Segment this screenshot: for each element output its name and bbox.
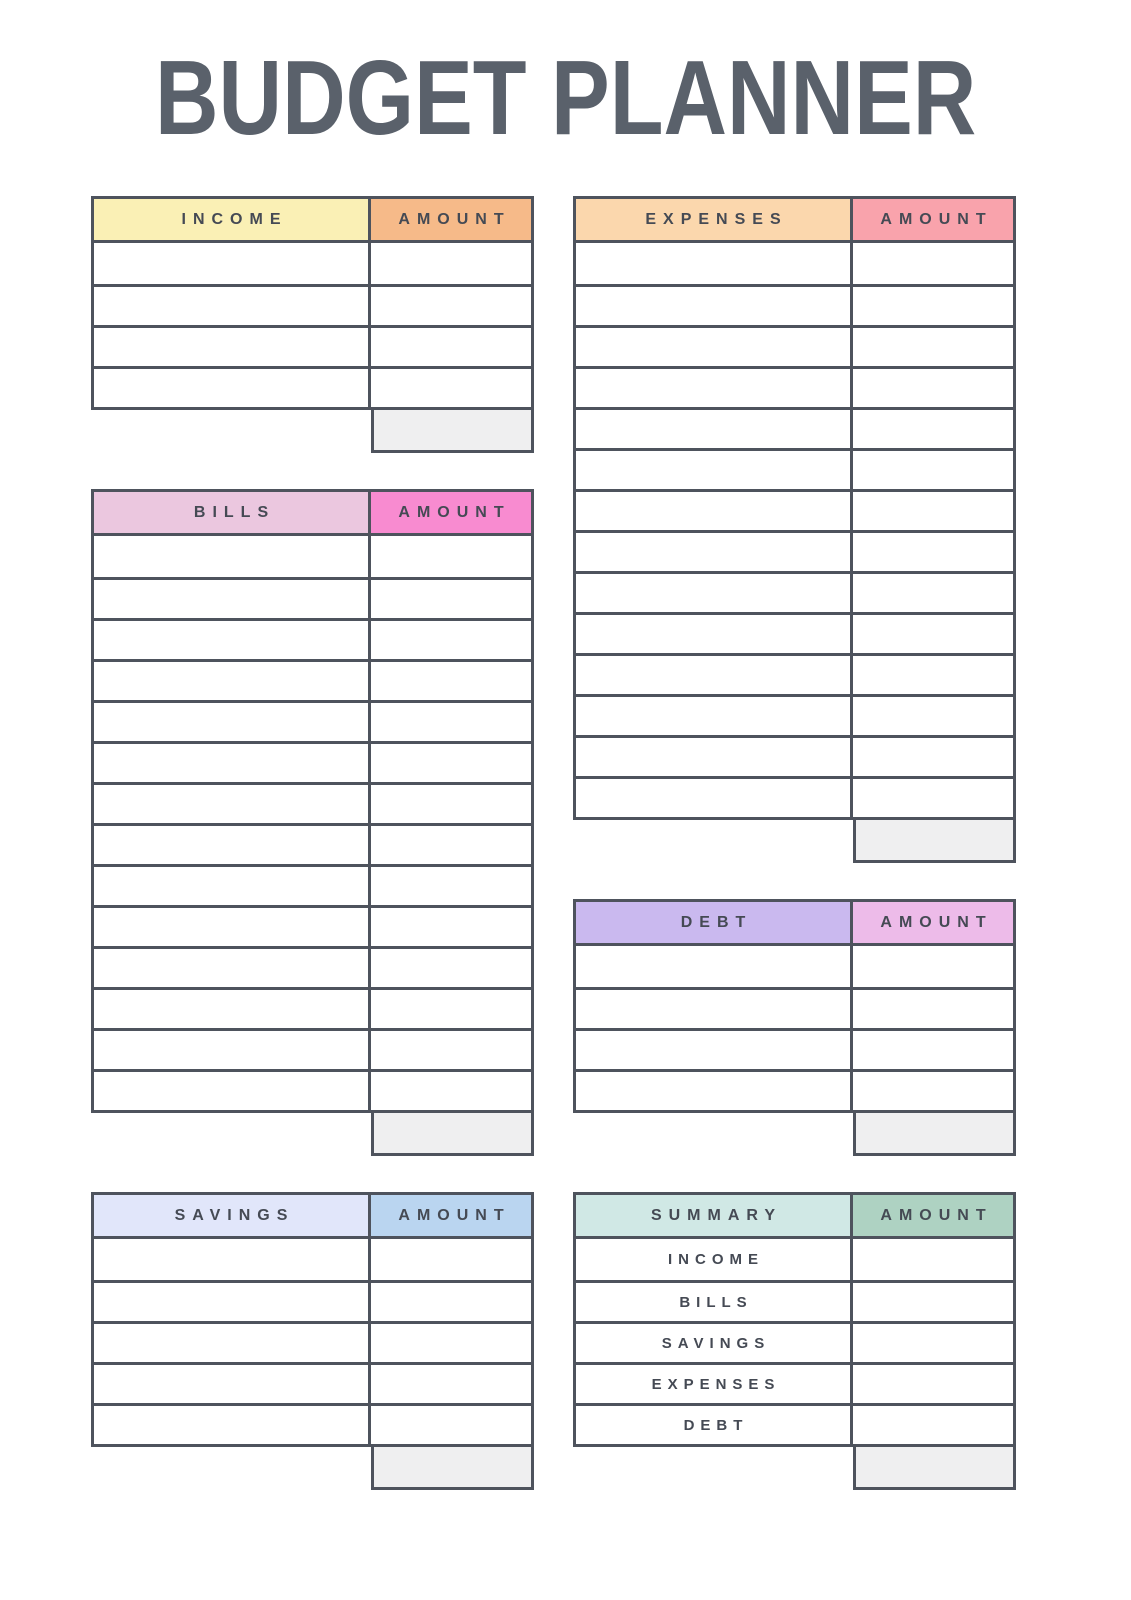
bills-table-header [94, 492, 531, 536]
income-entry-cell [94, 243, 371, 284]
income-row [94, 284, 531, 325]
expenses-row [576, 243, 1013, 284]
expenses-entry-cell [576, 451, 853, 489]
summary-amount-header-cell: AMOUNT [853, 1195, 1013, 1236]
summary-entry-cell: BILLS [576, 1283, 853, 1321]
savings-row [94, 1239, 531, 1280]
expenses-entry-cell [576, 369, 853, 407]
expenses-amount-cell [853, 656, 1013, 694]
bills-header-cell: BILLS [94, 492, 371, 533]
bills-row [94, 577, 531, 618]
expenses-table [573, 196, 1016, 863]
expenses-amount-cell [853, 615, 1013, 653]
debt-entry-cell [576, 1072, 853, 1110]
bills-entry-cell [94, 536, 371, 577]
debt-row [576, 1069, 1013, 1110]
debt-amount-cell [853, 1031, 1013, 1069]
left-column [91, 196, 534, 1490]
bills-amount-cell [371, 908, 531, 946]
bills-table [91, 489, 534, 1156]
income-row [94, 325, 531, 366]
debt-entry-cell [576, 946, 853, 987]
expenses-amount-cell [853, 410, 1013, 448]
savings-amount-cell [371, 1283, 531, 1321]
summary-row [576, 1321, 1013, 1362]
savings-amount-cell [371, 1365, 531, 1403]
bills-amount-cell [371, 703, 531, 741]
bills-entry-cell [94, 744, 371, 782]
debt-entry-cell [576, 1031, 853, 1069]
bills-amount-cell [371, 662, 531, 700]
bills-entry-cell [94, 1072, 371, 1110]
savings-amount-cell [371, 1239, 531, 1280]
income-table [91, 196, 534, 453]
summary-total-row [573, 1444, 1016, 1490]
income-table-header [94, 199, 531, 243]
income-row [94, 366, 531, 407]
bills-row [94, 864, 531, 905]
bills-amount-cell [371, 536, 531, 577]
bills-row [94, 618, 531, 659]
expenses-entry-cell [576, 328, 853, 366]
summary-amount-cell [853, 1365, 1013, 1403]
expenses-entry-cell [576, 738, 853, 776]
expenses-row [576, 284, 1013, 325]
savings-amount-cell [371, 1406, 531, 1444]
bills-amount-cell [371, 990, 531, 1028]
summary-amount-cell [853, 1239, 1013, 1280]
bills-row [94, 536, 531, 577]
debt-table [573, 899, 1016, 1156]
bills-row [94, 1028, 531, 1069]
bills-amount-cell [371, 826, 531, 864]
savings-table [91, 1192, 534, 1490]
savings-row [94, 1321, 531, 1362]
bills-row [94, 905, 531, 946]
income-entry-cell [94, 328, 371, 366]
income-entry-cell [94, 369, 371, 407]
expenses-row [576, 571, 1013, 612]
summary-row [576, 1280, 1013, 1321]
savings-table-header [94, 1195, 531, 1239]
bills-entry-cell [94, 949, 371, 987]
expenses-amount-header-cell: AMOUNT [853, 199, 1013, 240]
bills-entry-cell [94, 1031, 371, 1069]
bills-amount-cell [371, 621, 531, 659]
bills-amount-cell [371, 867, 531, 905]
expenses-table-header [576, 199, 1013, 243]
expenses-amount-cell [853, 287, 1013, 325]
savings-amount-cell [371, 1324, 531, 1362]
summary-total-cell [853, 1444, 1016, 1490]
savings-entry-cell [94, 1239, 371, 1280]
expenses-entry-cell [576, 656, 853, 694]
income-total-cell [371, 407, 534, 453]
savings-total-cell [371, 1444, 534, 1490]
bills-amount-cell [371, 580, 531, 618]
bills-entry-cell [94, 990, 371, 1028]
bills-entry-cell [94, 662, 371, 700]
bills-row [94, 659, 531, 700]
savings-amount-header-cell: AMOUNT [371, 1195, 531, 1236]
summary-entry-cell: INCOME [576, 1239, 853, 1280]
income-amount-cell [371, 369, 531, 407]
summary-entry-cell: SAVINGS [576, 1324, 853, 1362]
savings-entry-cell [94, 1324, 371, 1362]
summary-entry-cell: EXPENSES [576, 1365, 853, 1403]
expenses-entry-cell [576, 697, 853, 735]
expenses-row [576, 407, 1013, 448]
summary-row [576, 1239, 1013, 1280]
expenses-row [576, 612, 1013, 653]
bills-entry-cell [94, 703, 371, 741]
bills-row [94, 1069, 531, 1110]
expenses-total-row [573, 817, 1016, 863]
income-amount-header-cell: AMOUNT [371, 199, 531, 240]
summary-entry-cell: DEBT [576, 1406, 853, 1444]
income-total-row [91, 407, 534, 453]
bills-total-row [91, 1110, 534, 1156]
expenses-entry-cell [576, 287, 853, 325]
bills-total-cell [371, 1110, 534, 1156]
expenses-entry-cell [576, 533, 853, 571]
savings-entry-cell [94, 1365, 371, 1403]
debt-table-header [576, 902, 1013, 946]
savings-row [94, 1280, 531, 1321]
debt-amount-cell [853, 990, 1013, 1028]
income-row [94, 243, 531, 284]
bills-entry-cell [94, 867, 371, 905]
bills-entry-cell [94, 621, 371, 659]
bills-entry-cell [94, 785, 371, 823]
expenses-row [576, 325, 1013, 366]
debt-amount-header-cell: AMOUNT [853, 902, 1013, 943]
expenses-row [576, 735, 1013, 776]
bills-entry-cell [94, 908, 371, 946]
savings-row [94, 1403, 531, 1444]
bills-row [94, 987, 531, 1028]
bills-row [94, 823, 531, 864]
debt-total-cell [853, 1110, 1016, 1156]
expenses-amount-cell [853, 533, 1013, 571]
bills-amount-header-cell: AMOUNT [371, 492, 531, 533]
expenses-row [576, 366, 1013, 407]
summary-row [576, 1403, 1013, 1444]
expenses-total-cell [853, 817, 1016, 863]
summary-amount-cell [853, 1283, 1013, 1321]
summary-header-cell: SUMMARY [576, 1195, 853, 1236]
expenses-header-cell: EXPENSES [576, 199, 853, 240]
expenses-entry-cell [576, 615, 853, 653]
expenses-amount-cell [853, 738, 1013, 776]
savings-row [94, 1362, 531, 1403]
page-title: BUDGET PLANNER [154, 38, 977, 157]
expenses-amount-cell [853, 697, 1013, 735]
expenses-amount-cell [853, 492, 1013, 530]
expenses-row [576, 489, 1013, 530]
bills-entry-cell [94, 580, 371, 618]
income-entry-cell [94, 287, 371, 325]
bills-amount-cell [371, 1031, 531, 1069]
income-amount-cell [371, 287, 531, 325]
expenses-row [576, 530, 1013, 571]
summary-amount-cell [853, 1406, 1013, 1444]
income-header-cell: INCOME [94, 199, 371, 240]
debt-row [576, 1028, 1013, 1069]
savings-header-cell: SAVINGS [94, 1195, 371, 1236]
expenses-entry-cell [576, 574, 853, 612]
bills-amount-cell [371, 1072, 531, 1110]
summary-row [576, 1362, 1013, 1403]
expenses-entry-cell [576, 779, 853, 817]
content-columns [0, 196, 1131, 1490]
expenses-entry-cell [576, 243, 853, 284]
income-amount-cell [371, 328, 531, 366]
debt-row [576, 946, 1013, 987]
debt-amount-cell [853, 1072, 1013, 1110]
expenses-row [576, 448, 1013, 489]
bills-row [94, 741, 531, 782]
bills-row [94, 700, 531, 741]
debt-amount-cell [853, 946, 1013, 987]
savings-entry-cell [94, 1283, 371, 1321]
bills-amount-cell [371, 949, 531, 987]
savings-total-row [91, 1444, 534, 1490]
debt-row [576, 987, 1013, 1028]
summary-amount-cell [853, 1324, 1013, 1362]
bills-amount-cell [371, 785, 531, 823]
bills-row [94, 946, 531, 987]
savings-entry-cell [94, 1406, 371, 1444]
bills-amount-cell [371, 744, 531, 782]
expenses-row [576, 776, 1013, 817]
expenses-amount-cell [853, 243, 1013, 284]
debt-entry-cell [576, 990, 853, 1028]
expenses-amount-cell [853, 328, 1013, 366]
expenses-amount-cell [853, 451, 1013, 489]
expenses-entry-cell [576, 410, 853, 448]
summary-table-header [576, 1195, 1013, 1239]
expenses-row [576, 653, 1013, 694]
debt-header-cell: DEBT [576, 902, 853, 943]
expenses-entry-cell [576, 492, 853, 530]
expenses-amount-cell [853, 574, 1013, 612]
expenses-amount-cell [853, 369, 1013, 407]
title-area [0, 0, 1131, 196]
expenses-amount-cell [853, 779, 1013, 817]
debt-total-row [573, 1110, 1016, 1156]
bills-row [94, 782, 531, 823]
summary-table [573, 1192, 1016, 1490]
expenses-row [576, 694, 1013, 735]
income-amount-cell [371, 243, 531, 284]
right-column [573, 196, 1016, 1490]
bills-entry-cell [94, 826, 371, 864]
